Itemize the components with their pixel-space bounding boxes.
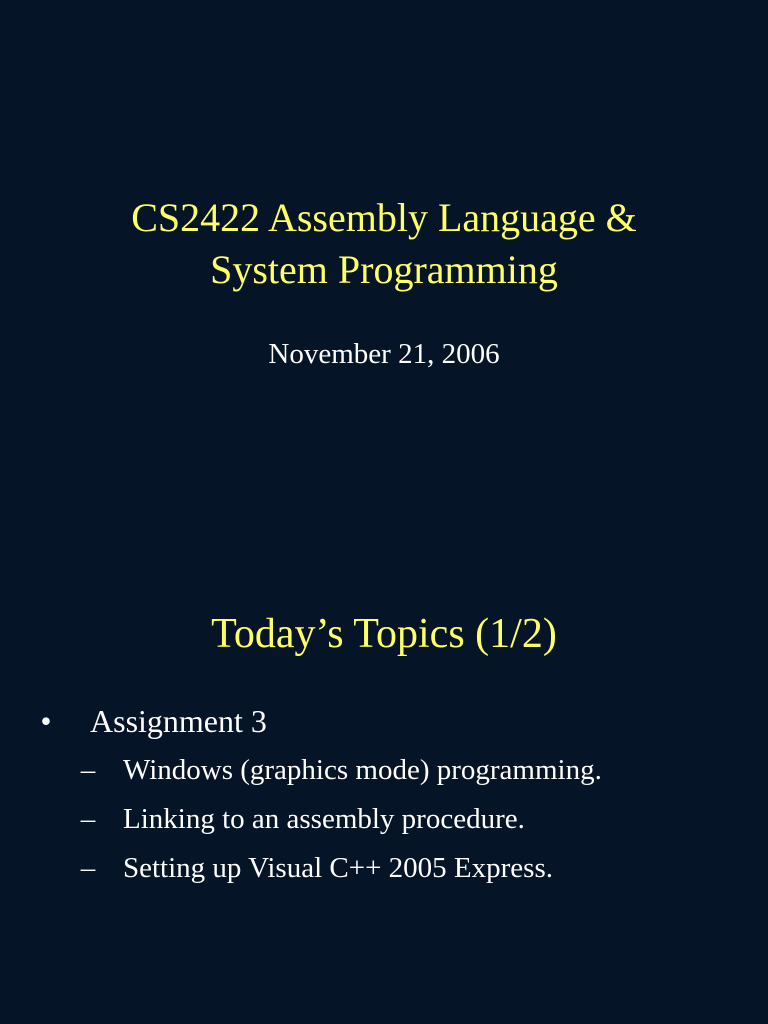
bullet-marker: • — [40, 703, 52, 739]
subtopic-item — [0, 844, 768, 893]
subtopic-item-text: Setting up Visual C++ 2005 Express. — [123, 852, 553, 884]
subtopic-item — [0, 746, 768, 795]
subtopic-item-text: Windows (graphics mode) programming. — [123, 754, 602, 786]
subtopic-item — [0, 795, 768, 844]
topic-item — [0, 696, 768, 893]
dash-marker: – — [80, 852, 96, 884]
slide-title — [40, 192, 728, 296]
title-line-2: System Programming — [210, 247, 558, 292]
topic-item-row — [0, 696, 768, 746]
topic-item-text: Assignment 3 — [90, 703, 267, 739]
title-line-1: CS2422 Assembly Language & — [131, 195, 637, 240]
dash-marker: – — [80, 803, 96, 835]
slide-date: November 21, 2006 — [268, 338, 500, 370]
topics-title: Today’s Topics (1/2) — [211, 611, 557, 657]
topics-slide — [0, 512, 768, 1024]
topics-list — [0, 696, 768, 893]
dash-marker: – — [80, 754, 96, 786]
subtopics-list — [0, 746, 768, 893]
subtopic-item-text: Linking to an assembly procedure. — [123, 803, 525, 835]
